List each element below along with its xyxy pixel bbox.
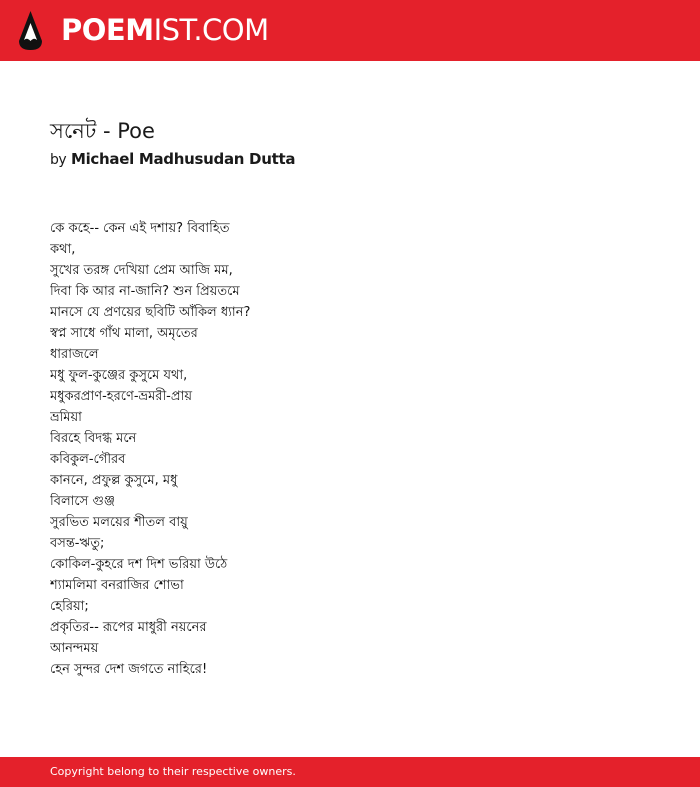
logo-text-bold: POEM bbox=[61, 13, 154, 47]
poem-line: বসন্ত-ঋতু; bbox=[50, 536, 105, 551]
poem-author: Michael Madhusudan Dutta bbox=[70, 150, 296, 168]
site-footer bbox=[0, 757, 700, 787]
poem-line: হেরিয়া; bbox=[50, 599, 89, 614]
pencil-tip-icon[interactable] bbox=[18, 10, 43, 51]
poem-line: সুরভিত মলয়ের শীতল বায়ু bbox=[50, 515, 188, 530]
site-header bbox=[0, 0, 700, 61]
poem-line: ধারাজলে bbox=[50, 347, 99, 362]
poem-line: স্বপ্ন সাধে গাঁথ মালা, অমৃতের bbox=[50, 326, 198, 341]
poem-line: শ্যামলিমা বনরাজির শোভা bbox=[50, 578, 184, 593]
poem-line: প্রকৃতির-- রূপের মাধুরী নয়নের bbox=[50, 620, 207, 635]
poem-byline bbox=[50, 149, 295, 170]
footer-copyright: Copyright belong to their respective owners. bbox=[50, 765, 296, 778]
poem-line: দিবা কি আর না-জানি? শুন প্রিয়তমে bbox=[50, 284, 240, 299]
logo-text-light: IST.COM bbox=[153, 13, 269, 47]
poem-line: কোকিল-কুহরে দশ দিশ ভরিয়া উঠে bbox=[50, 557, 228, 572]
poem-line: ভ্রমিয়া bbox=[50, 410, 82, 425]
poem-line: হেন সুন্দর দেশ জগতে নাহিরে! bbox=[50, 662, 208, 677]
poem-line: মধু ফুল-কুঞ্জের কুসুমে যথা, bbox=[50, 368, 188, 383]
poem-line: কাননে, প্রফুল্ল কুসুমে, মধু bbox=[50, 473, 178, 488]
poem-line: কবিকুল-গৌরব bbox=[50, 452, 126, 467]
site-logo[interactable] bbox=[61, 12, 269, 48]
poem-line: মধুকরপ্রাণ-হরণে-ভ্রমরী-প্রায় bbox=[50, 389, 192, 404]
poem-line: বিরহে বিদগ্ধ মনে bbox=[50, 431, 137, 446]
poem-line: সুখের তরঙ্গ দেখিয়া প্রেম আজি মম, bbox=[50, 263, 233, 278]
poem-title: সনেট - Poe bbox=[50, 119, 155, 143]
poem-line: কথা, bbox=[50, 242, 76, 257]
poem-body bbox=[50, 218, 350, 680]
poem-line: মানসে যে প্রণয়ের ছবিটি আঁকিল ধ্যান? bbox=[50, 305, 251, 320]
poem-line: বিলাসে গুঞ্জ bbox=[50, 494, 115, 509]
poem-line: আনন্দময় bbox=[50, 641, 99, 656]
poem-line: কে কহে-- কেন এই দশায়? বিবাহিত bbox=[50, 221, 230, 236]
byline-prefix: by bbox=[50, 152, 67, 168]
